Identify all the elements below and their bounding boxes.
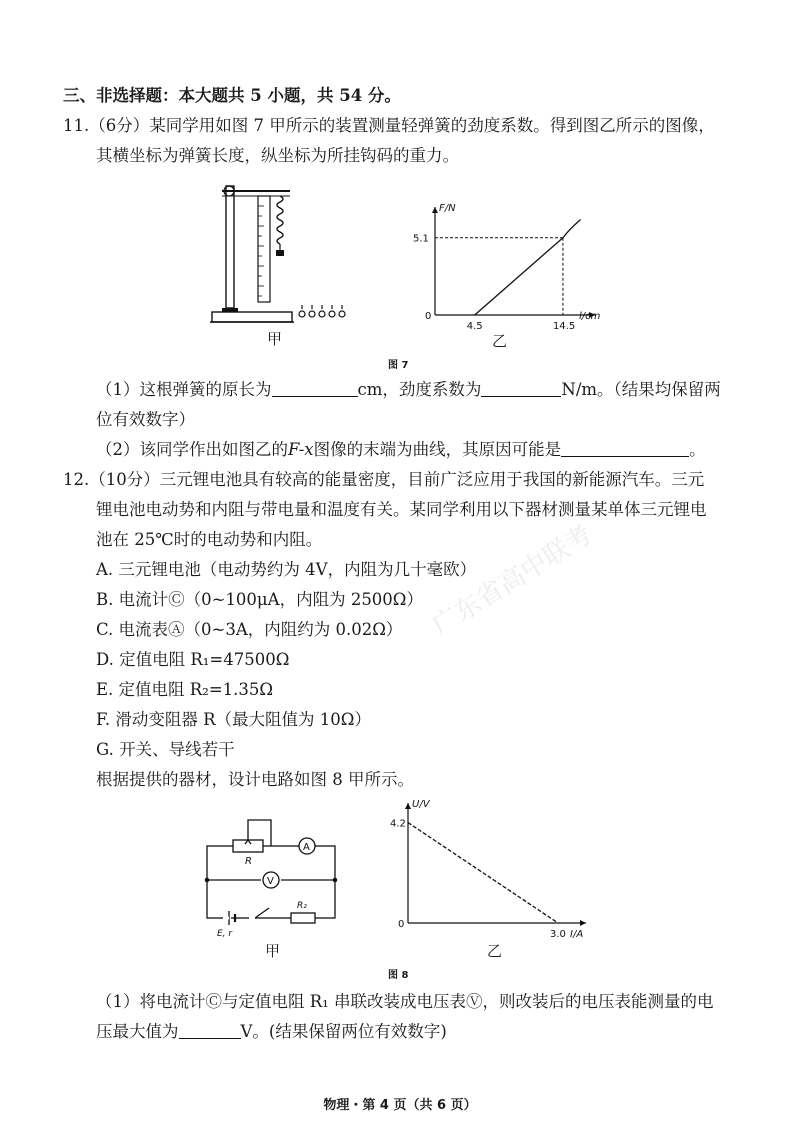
x-tick-label: 4.5 (466, 321, 483, 332)
y-axis-arrow (432, 207, 438, 213)
q12-item-a: A. 三元锂电池（电动势约为 4V，内阻为几十毫欧） (96, 560, 477, 579)
x-tick-label: 3.0 (550, 929, 566, 940)
q11-sub2-italic: F-x (288, 440, 314, 459)
fig7-apparatus (210, 176, 350, 326)
q12-intro-line2: 锂电池电动势和内阻与带电量和温度有关。某同学利用以下器材测量某单体三元锂电 (96, 500, 707, 519)
q12-intro-line3: 池在 25℃时的电动势和内阻。 (96, 530, 323, 549)
q12-item-g: G. 开关、导线若干 (96, 740, 235, 759)
y-tick-label: 5.1 (413, 233, 429, 245)
fig8-label-battery: E, r (217, 929, 233, 939)
y-axis-label: F/N (439, 203, 456, 214)
q12-intro-line1 (63, 470, 704, 490)
origin-label: 0 (398, 919, 405, 930)
q11-answer-spring-constant[interactable] (481, 380, 561, 397)
fig7-label-jia: 甲 (267, 330, 283, 348)
fig8-circuit (203, 812, 343, 942)
q12-intro-text1: （10分）三元锂电池具有较高的能量密度，目前广泛应用于我国的新能源汽车。三元 (89, 470, 705, 489)
q11-intro-line1 (63, 116, 715, 136)
q11-intro-line2: 其横坐标为弹簧长度，纵坐标为所挂钩码的重力。 (96, 146, 459, 165)
y-axis-arrow (405, 803, 411, 809)
y-tick-label: 4.2 (390, 818, 406, 830)
q11-intro-text1: （6分）某同学用如图 7 甲所示的装置测量轻弹簧的劲度系数。得到图乙所示的图像， (89, 116, 715, 135)
series-line (408, 823, 558, 923)
q12-sub1-text-a: 压最大值为 (96, 1022, 179, 1041)
x-axis-label: l/cm (579, 311, 601, 322)
x-tick-label: 14.5 (552, 321, 576, 332)
q11-sub2-end: 。 (689, 440, 706, 459)
fig8-label-rheostat: R (245, 856, 252, 867)
series-line (475, 238, 563, 315)
q12-number: 12. (63, 470, 90, 489)
q12-item-d: D. 定值电阻 R₁=47500Ω (96, 650, 290, 669)
q12-item-c: C. 电流表Ⓐ（0~3A，内阻约为 0.02Ω） (96, 620, 403, 639)
fig8-label-yi: 乙 (487, 942, 503, 960)
q11-answer-reason[interactable] (561, 440, 689, 457)
fig8-label-voltmeter: V (267, 876, 274, 887)
watermark: 广东省高中联考 (427, 519, 598, 642)
q11-sub1-line1 (96, 380, 721, 400)
origin-label: 0 (425, 311, 432, 322)
q11-sub1-line2: 位有效数字） (96, 410, 195, 429)
q11-sub1-text-b: cm，劲度系数为 (357, 380, 482, 399)
q12-sub1-text-b: V。(结果保留两位有效数字) (240, 1022, 447, 1041)
page-footer: 物理・第 4 页（共 6 页） (323, 1098, 477, 1113)
q11-sub2-line (96, 440, 706, 460)
q12-design-sentence: 根据提供的器材，设计电路如图 8 甲所示。 (96, 770, 414, 789)
q11-sub1-text-a: （1）这根弹簧的原长为 (96, 380, 272, 399)
q12-sub1-line1: （1）将电流计Ⓒ与定值电阻 R₁ 串联改装成电压表Ⓥ，则改装后的电压表能测量的电 (96, 992, 714, 1011)
section-heading: 三、非选择题：本大题共 5 小题，共 54 分。 (63, 86, 401, 105)
series-curve-end (563, 220, 581, 238)
fig8-label-jia: 甲 (265, 942, 281, 960)
x-axis-arrow (580, 920, 586, 926)
fig8-label-resistor2: R₂ (297, 901, 307, 911)
q11-sub1-text-c: N/m。（结果均保留两 (561, 380, 721, 399)
q11-sub2-text-b: 图像的末端为曲线，其原因可能是 (313, 440, 562, 459)
x-axis-label: I/A (570, 929, 584, 940)
fig7-caption: 图 7 (388, 360, 409, 371)
q12-sub1-line2 (96, 1022, 447, 1042)
q12-item-b: B. 电流计Ⓒ（0~100μA，内阻为 2500Ω） (96, 590, 423, 609)
fig8-caption: 图 8 (388, 970, 409, 981)
q12-answer-max-voltage[interactable] (179, 1022, 241, 1039)
q12-item-f: F. 滑动变阻器 R（最大阻值为 10Ω） (96, 710, 371, 729)
fig8-chart (390, 798, 590, 948)
fig7-chart (415, 205, 605, 335)
y-axis-label: U/V (412, 799, 430, 810)
q11-number: 11. (63, 116, 90, 135)
q12-item-e: E. 定值电阻 R₂=1.35Ω (96, 680, 274, 699)
fig7-label-yi: 乙 (492, 332, 508, 350)
q11-sub2-text-a: （2）该同学作出如图乙的 (96, 440, 288, 459)
q11-answer-original-length[interactable] (272, 380, 358, 397)
fig8-label-ammeter: A (303, 842, 310, 853)
